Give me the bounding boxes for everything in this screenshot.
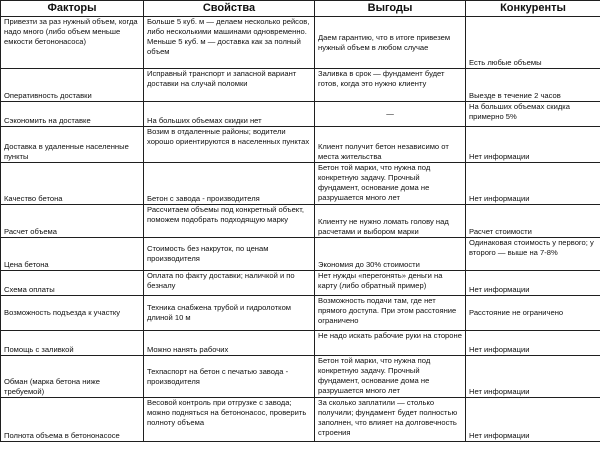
factor-cell: Цена бетона [1, 238, 144, 271]
property-cell: Оплата по факту доставки; наличкой и по безналу [144, 271, 315, 296]
factor-cell: Возможность подъезда к участку [1, 296, 144, 331]
factor-cell: Полнота объема в бетононасосе [1, 398, 144, 442]
property-cell: Бетон с завода - производителя [144, 163, 315, 205]
benefit-cell: За сколько заплатили — столько получили; фундамент будет полностью заполнен, что влияет на долговечность строения [315, 398, 466, 442]
factor-cell: Сэкономить на доставке [1, 102, 144, 127]
benefit-cell: Не надо искать рабочие руки на стороне [315, 331, 466, 356]
table-row [1, 69, 600, 102]
header-competitors: Конкуренты [466, 1, 600, 17]
competitor-cell: Есть любые объемы [466, 17, 600, 69]
competitor-cell: Нет информации [466, 163, 600, 205]
table-row [1, 356, 600, 398]
property-cell: Можно нанять рабочих [144, 331, 315, 356]
property-cell: Исправный транспорт и запасной вариант доставки на случай поломки [144, 69, 315, 102]
benefit-cell: Заливка в срок — фундамент будет готов, когда это нужно клиенту [315, 69, 466, 102]
table-row [1, 205, 600, 238]
factor-cell: Помощь с заливкой [1, 331, 144, 356]
header-properties: Свойства [144, 1, 315, 17]
competitor-cell: Расчет стоимости [466, 205, 600, 238]
competitor-cell: Нет информации [466, 398, 600, 442]
factor-cell: Доставка в удаленные населенные пункты [1, 127, 144, 163]
table-row [1, 296, 600, 331]
table-row [1, 331, 600, 356]
benefit-cell: Бетон той марки, что нужна под конкретную задачу. Прочный фундамент, основание дома не разрушается много лет [315, 163, 466, 205]
competitor-cell: Нет информации [466, 331, 600, 356]
factor-cell: Качество бетона [1, 163, 144, 205]
header-benefits: Выгоды [315, 1, 466, 17]
competitor-cell: Одинаковая стоимость у первого; у второго — выше на 7-8% [466, 238, 600, 271]
table-row [1, 163, 600, 205]
competitor-cell: Нет информации [466, 127, 600, 163]
property-cell: Стоимость без накруток, по ценам производителя [144, 238, 315, 271]
property-cell: Больше 5 куб. м — делаем несколько рейсов, либо несколькими машинами одновременно. Меньше 5 куб. м — доставка как за полный объем [144, 17, 315, 69]
header-factors: Факторы [1, 1, 144, 17]
benefit-cell: Нет нужды «перегонять» деньги на карту (либо обратный пример) [315, 271, 466, 296]
benefit-cell: Экономия до 30% стоимости [315, 238, 466, 271]
factor-cell: Оперативность доставки [1, 69, 144, 102]
property-cell: На больших объемах скидки нет [144, 102, 315, 127]
benefit-cell: Клиент получит бетон независимо от места жительства [315, 127, 466, 163]
property-cell: Возим в отдаленные районы; водители хорошо ориентируются в населенных пунктах [144, 127, 315, 163]
property-cell: Весовой контроль при отгрузке с завода; можно подняться на бетононасос, проверить полноту объема [144, 398, 315, 442]
factor-cell: Привезти за раз нужный объем, когда надо много (либо объем меньше емкости бетононасоса) [1, 17, 144, 69]
benefit-cell: Бетон той марки, что нужна под конкретную задачу. Прочный фундамент, основание дома не разрушается много лет [315, 356, 466, 398]
factor-cell: Схема оплаты [1, 271, 144, 296]
table-row [1, 102, 600, 127]
competitor-cell: Выезде в течение 2 часов [466, 69, 600, 102]
table-row [1, 398, 600, 442]
competitor-cell: Нет информации [466, 356, 600, 398]
table-row [1, 17, 600, 69]
benefit-cell: Возможность подачи там, где нет прямого доступа. При этом расстояние ограничено [315, 296, 466, 331]
competitor-cell: Нет информации [466, 271, 600, 296]
property-cell: Рассчитаем объемы под конкретный объект, поможем подобрать подходящую марку [144, 205, 315, 238]
factor-cell: Обман (марка бетона ниже требуемой) [1, 356, 144, 398]
benefit-cell: — [315, 102, 466, 127]
table-row [1, 127, 600, 163]
property-cell: Техпаспорт на бетон с печатью завода - производителя [144, 356, 315, 398]
factor-cell: Расчет объема [1, 205, 144, 238]
competitor-cell: Расстояние не ограничено [466, 296, 600, 331]
property-cell: Техника снабжена трубой и гидролотком длиной 10 м [144, 296, 315, 331]
competitor-cell: На больших объемах скидка примерно 5% [466, 102, 600, 127]
benefit-cell: Клиенту не нужно ломать голову над расчетами и выбором марки [315, 205, 466, 238]
table-row [1, 271, 600, 296]
table-row [1, 238, 600, 271]
header-row [1, 1, 600, 17]
benefit-cell: Даем гарантию, что в итоге привезем нужный объем в любом случае [315, 17, 466, 69]
